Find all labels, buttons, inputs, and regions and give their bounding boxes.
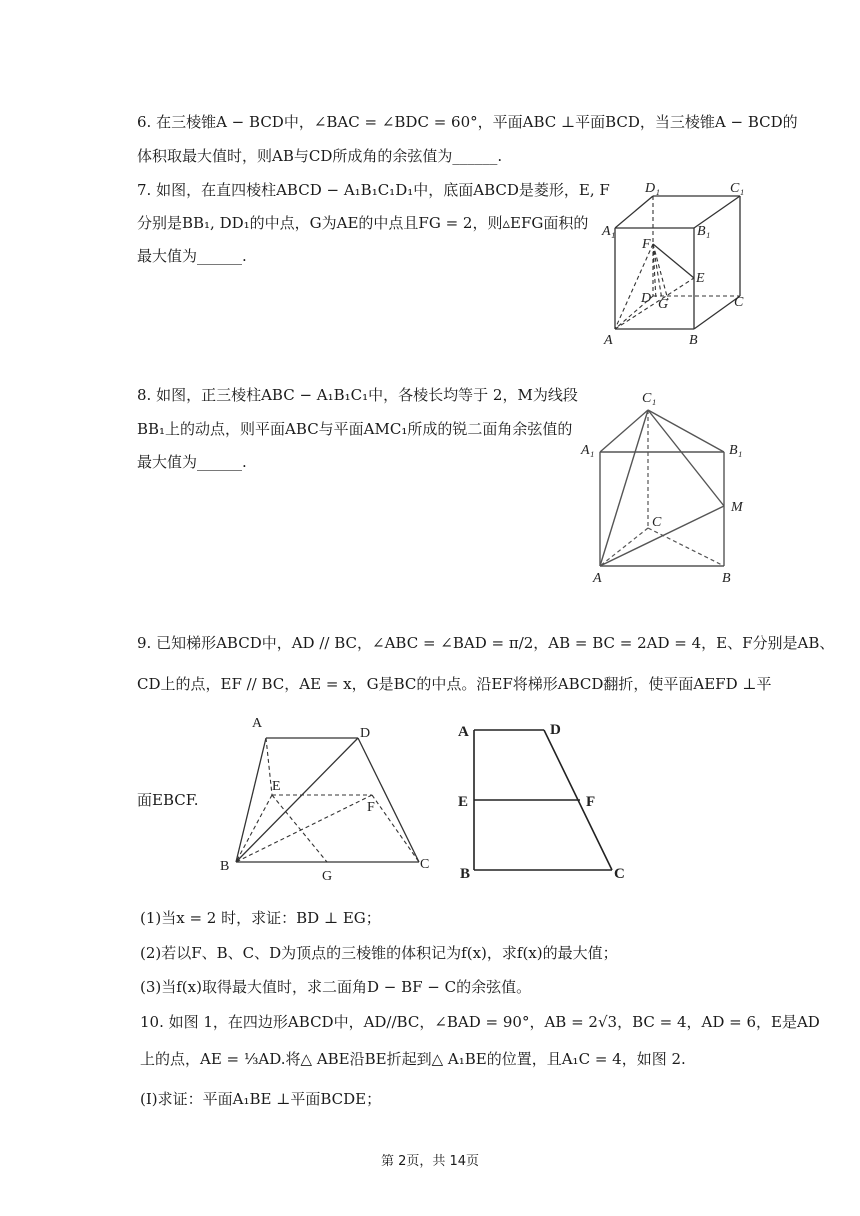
q10-line1: 10. 如图 1，在四边形ABCD中，AD//BC，∠BAD = 90°，AB = 2√3，BC = 4，AD = 6，E是AD (140, 1013, 820, 1031)
q8-figure-triangular-prism (578, 388, 758, 588)
q9-sub2: (2)若以F、B、C、D为顶点的三棱锥的体积记为f(x)，求f(x)的最大值； (140, 944, 618, 962)
label-C: C (734, 295, 744, 310)
label-C1: C₁ (642, 391, 657, 406)
label-D1: D₁ (645, 181, 660, 196)
label-C1: C₁ (730, 181, 745, 196)
label-B1: B₁ (697, 224, 711, 239)
label-B: B (460, 866, 471, 882)
q9-line1: 9. 已知梯形ABCD中，AD // BC，∠ABC = ∠BAD = π/2，AB = BC = 2AD = 4，E、F分别是AB、 (137, 634, 835, 652)
label-E: E (272, 779, 281, 794)
label-A: A (593, 571, 602, 586)
label-G: G (322, 869, 333, 882)
q6-line2: 体积取最大值时，则AB与CD所成角的余弦值为______. (137, 147, 503, 165)
q8-line3: 最大值为______. (137, 453, 247, 471)
label-A: A (604, 333, 613, 348)
page-footer: 第 2页，共 14页 (380, 1154, 480, 1169)
label-B: B (220, 859, 230, 874)
label-A1: A₁ (581, 443, 595, 458)
label-A: A (458, 724, 469, 740)
q7-line3: 最大值为______. (137, 247, 247, 265)
q10-line3: (Ⅰ)求证：平面A₁BE ⊥平面BCDE； (140, 1090, 382, 1108)
label-G: G (658, 297, 669, 312)
q9-sub3: (3)当f(x)取得最大值时，求二面角D − BF − C的余弦值。 (140, 978, 532, 996)
label-F: F (586, 794, 596, 810)
label-E: E (696, 271, 705, 286)
label-C: C (420, 857, 430, 872)
q7-line1: 7. 如图，在直四棱柱ABCD − A₁B₁C₁D₁中，底面ABCD是菱形，E, F (137, 181, 610, 199)
label-F: F (367, 800, 375, 815)
q9-figure-trapezoid (452, 712, 632, 882)
q9-figure-folded (214, 712, 444, 882)
label-C: C (652, 515, 662, 530)
label-B: B (689, 333, 698, 348)
q9-sub1: (1)当x = 2 时，求证：BD ⊥ EG； (140, 909, 381, 927)
q9-line3: 面EBCF. (137, 791, 199, 809)
label-B1: B₁ (729, 443, 743, 458)
label-C: C (614, 866, 625, 882)
label-A1: A₁ (602, 224, 616, 239)
q6-line1: 6. 在三棱锥A − BCD中，∠BAC = ∠BDC = 60°，平面ABC ⊥平面BCD，当三棱锥A − BCD的 (137, 113, 798, 131)
label-E: E (458, 794, 469, 810)
q7-figure-prism (598, 172, 758, 350)
label-D: D (550, 722, 561, 738)
q9-line2: CD上的点，EF // BC，AE = x，G是BC的中点。沿EF将梯形ABCD翻折，使平面AEFD ⊥平 (137, 675, 772, 693)
label-B: B (722, 571, 731, 586)
q7-line2: 分别是BB₁, DD₁的中点，G为AE的中点且FG = 2，则▵EFG面积的 (137, 214, 589, 232)
label-A: A (252, 716, 263, 731)
q10-line2: 上的点，AE = ⅓AD.将△ ABE沿BE折起到△ A₁BE的位置，且A₁C = 4，如图 2. (140, 1050, 686, 1068)
q8-line2: BB₁上的动点，则平面ABC与平面AMC₁所成的锐二面角余弦值的 (137, 420, 573, 438)
label-D: D (641, 291, 652, 306)
label-M: M (731, 500, 743, 515)
label-F: F (642, 237, 651, 252)
label-D: D (360, 726, 371, 741)
q8-line1: 8. 如图，正三棱柱ABC − A₁B₁C₁中，各棱长均等于 2，M为线段 (137, 386, 578, 404)
